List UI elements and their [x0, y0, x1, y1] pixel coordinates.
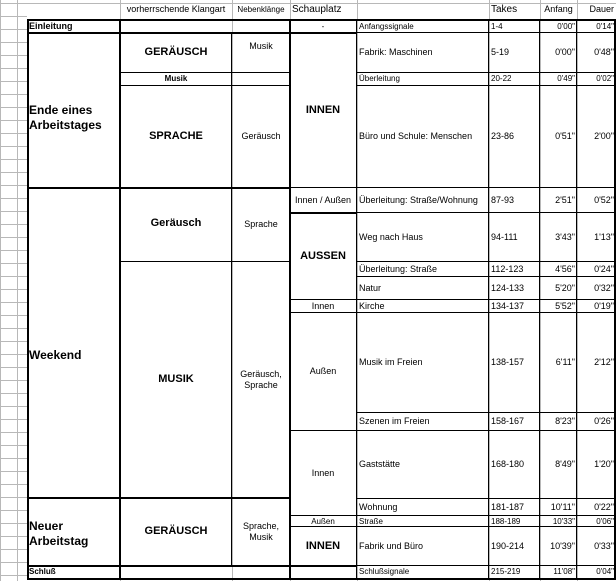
row-anfang: 0'00" [555, 47, 575, 58]
grid-line [0, 458, 27, 459]
row-takes: 190-214 [491, 540, 525, 551]
klangart-sprache: SPRACHE [149, 129, 203, 142]
row-dauer: 0'04" [596, 567, 614, 576]
row-dauer: 0'52" [594, 194, 614, 205]
neben-geraeusch: Geräusch [241, 130, 281, 141]
row-anfang: 5'20" [555, 282, 575, 293]
grid-line [0, 29, 27, 30]
grid-line [0, 68, 27, 69]
schauplatz-aussen-2: Außen [309, 366, 337, 377]
grid-line [0, 250, 27, 251]
row-desc: Wohnung [359, 501, 398, 512]
neben-sprache: Sprache [244, 219, 278, 230]
row-dauer: 0'26" [594, 416, 614, 427]
grid-line [0, 3, 27, 4]
row-anfang: 0'51" [555, 130, 575, 141]
row-desc: Überleitung: Straße/Wohnung [359, 194, 478, 205]
grid-line [0, 289, 27, 290]
grid-line [0, 55, 27, 56]
row-dauer: 1'20" [594, 459, 614, 470]
grid-line [0, 471, 27, 472]
grid-line [0, 276, 27, 277]
section-neuer-arbeitstag: Neuer Arbeitstag [29, 520, 89, 548]
section-einleitung: Einleitung [29, 20, 73, 31]
grid-line [0, 497, 27, 498]
grid-line [0, 419, 27, 420]
row-desc: Gaststätte [359, 459, 401, 470]
grid-line [0, 367, 27, 368]
grid-line [27, 187, 119, 189]
grid-line [0, 562, 27, 563]
grid-line [27, 578, 616, 580]
neben-musik: Musik [249, 41, 273, 52]
row-takes: 1-4 [491, 21, 503, 31]
row-dauer: 0'22" [594, 501, 614, 512]
row-anfang: 0'49" [557, 74, 575, 83]
schauplatz-aussen-3: Außen [311, 516, 335, 526]
neben-sprache-musik: Sprache, Musik [242, 520, 280, 542]
grid-line [0, 575, 27, 576]
grid-line [0, 224, 27, 225]
grid-line [0, 302, 27, 303]
grid-line [0, 510, 27, 511]
grid-line [0, 263, 27, 264]
row-anfang: 10'33" [552, 516, 575, 526]
grid-line [0, 523, 27, 524]
grid-line [0, 42, 27, 43]
row-desc: Fabrik: Maschinen [359, 47, 433, 58]
row-anfang: 10'11" [550, 501, 575, 512]
grid-line [0, 315, 27, 316]
grid-line [0, 393, 27, 394]
row-desc: Überleitung [359, 74, 400, 83]
header-nebenklaenge: Nebenklänge [237, 5, 285, 14]
row-takes: 87-93 [491, 194, 515, 205]
schauplatz-innen-aussen: Innen / Außen [294, 194, 352, 205]
row-desc: Schlußsignale [359, 567, 410, 576]
grid-line [0, 133, 27, 134]
row-takes: 188-189 [491, 516, 521, 526]
row-desc: Kirche [359, 300, 385, 311]
header-dauer: Dauer [589, 4, 614, 15]
row-dauer: 0'14" [596, 21, 614, 31]
row-dauer: 0'19" [594, 300, 614, 311]
row-takes: 112-123 [491, 263, 524, 274]
header-schauplatz: Schauplatz [292, 3, 342, 15]
row-anfang: 10'39" [550, 540, 575, 551]
row-dauer: 0'06" [596, 516, 614, 526]
grid-line [0, 16, 27, 17]
klangart-geraeusch-1: GERÄUSCH [144, 46, 208, 59]
section-schluss: Schluß [29, 567, 56, 576]
grid-line [0, 198, 27, 199]
row-dauer: 0'48" [594, 47, 614, 58]
row-dauer: 0'32" [594, 282, 614, 293]
row-takes: 23-86 [491, 130, 515, 141]
grid-line [0, 172, 27, 173]
schauplatz-aussen: AUSSEN [300, 249, 346, 262]
row-desc: Straße [359, 516, 384, 526]
row-desc: Weg nach Haus [359, 231, 423, 242]
row-desc: Musik im Freien [359, 357, 423, 368]
row-takes: 181-187 [491, 501, 525, 512]
grid-line [0, 146, 27, 147]
grid-line [0, 159, 27, 160]
grid-line [0, 432, 27, 433]
row-anfang: 4'56" [555, 263, 575, 274]
row-anfang: 11'08" [553, 567, 575, 576]
row-dauer: 0'02" [596, 74, 614, 83]
section-weekend: Weekend [29, 347, 82, 362]
header-anfang: Anfang [544, 4, 573, 15]
grid-line [0, 237, 27, 238]
row-takes: 138-157 [491, 357, 525, 368]
grid-line [0, 549, 27, 550]
section-ende-eines-arbeitstages: Ende eines Arbeitstages [29, 103, 102, 132]
schauplatz-innen-1: INNEN [305, 103, 341, 116]
grid-line [0, 81, 27, 82]
row-anfang: 8'23" [555, 416, 575, 427]
grid-line [27, 497, 119, 499]
grid-line [17, 0, 18, 581]
grid-line [0, 445, 27, 446]
klangart-geraeusch-2: Geräusch [150, 217, 202, 230]
schauplatz-innen-kirche: Innen [311, 300, 335, 311]
row-anfang: 2'51" [555, 194, 575, 205]
schauplatz-dash: - [321, 21, 325, 31]
klangart-musik: MUSIK [158, 373, 194, 386]
grid-line [0, 185, 27, 186]
row-dauer: 2'00" [594, 130, 614, 141]
row-anfang: 3'43" [555, 231, 575, 242]
header-klangart: vorherrschende Klangart [126, 4, 226, 15]
row-takes: 215-219 [491, 567, 521, 576]
grid-line [0, 211, 27, 212]
grid-line [0, 328, 27, 329]
row-takes: 124-133 [491, 282, 525, 293]
grid-line [0, 341, 27, 342]
row-dauer: 0'33" [594, 540, 614, 551]
neben-geraeusch-sprache: Geräusch, Sprache [240, 368, 282, 390]
row-desc: Überleitung: Straße [359, 263, 438, 274]
row-desc: Büro und Schule: Menschen [359, 130, 473, 141]
row-takes: 5-19 [491, 47, 510, 58]
klangart-geraeusch-3: GERÄUSCH [144, 525, 208, 538]
row-takes: 168-180 [491, 459, 525, 470]
row-desc: Natur [359, 282, 382, 293]
row-desc: Anfangssignale [359, 21, 414, 31]
row-takes: 134-137 [491, 300, 525, 311]
grid-line [0, 406, 27, 407]
header-takes: Takes [491, 3, 518, 15]
schauplatz-innen-2: Innen [311, 467, 335, 478]
grid-line [0, 380, 27, 381]
grid-line [0, 0, 1, 581]
row-dauer: 1'13" [594, 231, 614, 242]
grid-line [0, 107, 27, 108]
row-takes: 158-167 [491, 416, 525, 427]
grid-line [0, 536, 27, 537]
row-dauer: 0'24" [594, 263, 614, 274]
schauplatz-innen-3: INNEN [305, 539, 341, 552]
grid-line [0, 94, 27, 95]
klangart-musik-ueberleitung: Musik [164, 74, 188, 83]
grid-line [0, 354, 27, 355]
row-anfang: 8'49" [555, 459, 575, 470]
row-anfang: 5'52" [555, 300, 575, 311]
row-desc: Szenen im Freien [359, 416, 430, 427]
row-dauer: 2'12" [594, 357, 614, 368]
grid-line [0, 484, 27, 485]
row-anfang: 0'00" [557, 21, 575, 31]
row-anfang: 6'11" [555, 357, 575, 368]
grid-line [0, 120, 27, 121]
row-takes: 20-22 [491, 74, 512, 83]
row-takes: 94-111 [491, 231, 518, 242]
row-desc: Fabrik und Büro [359, 540, 424, 551]
